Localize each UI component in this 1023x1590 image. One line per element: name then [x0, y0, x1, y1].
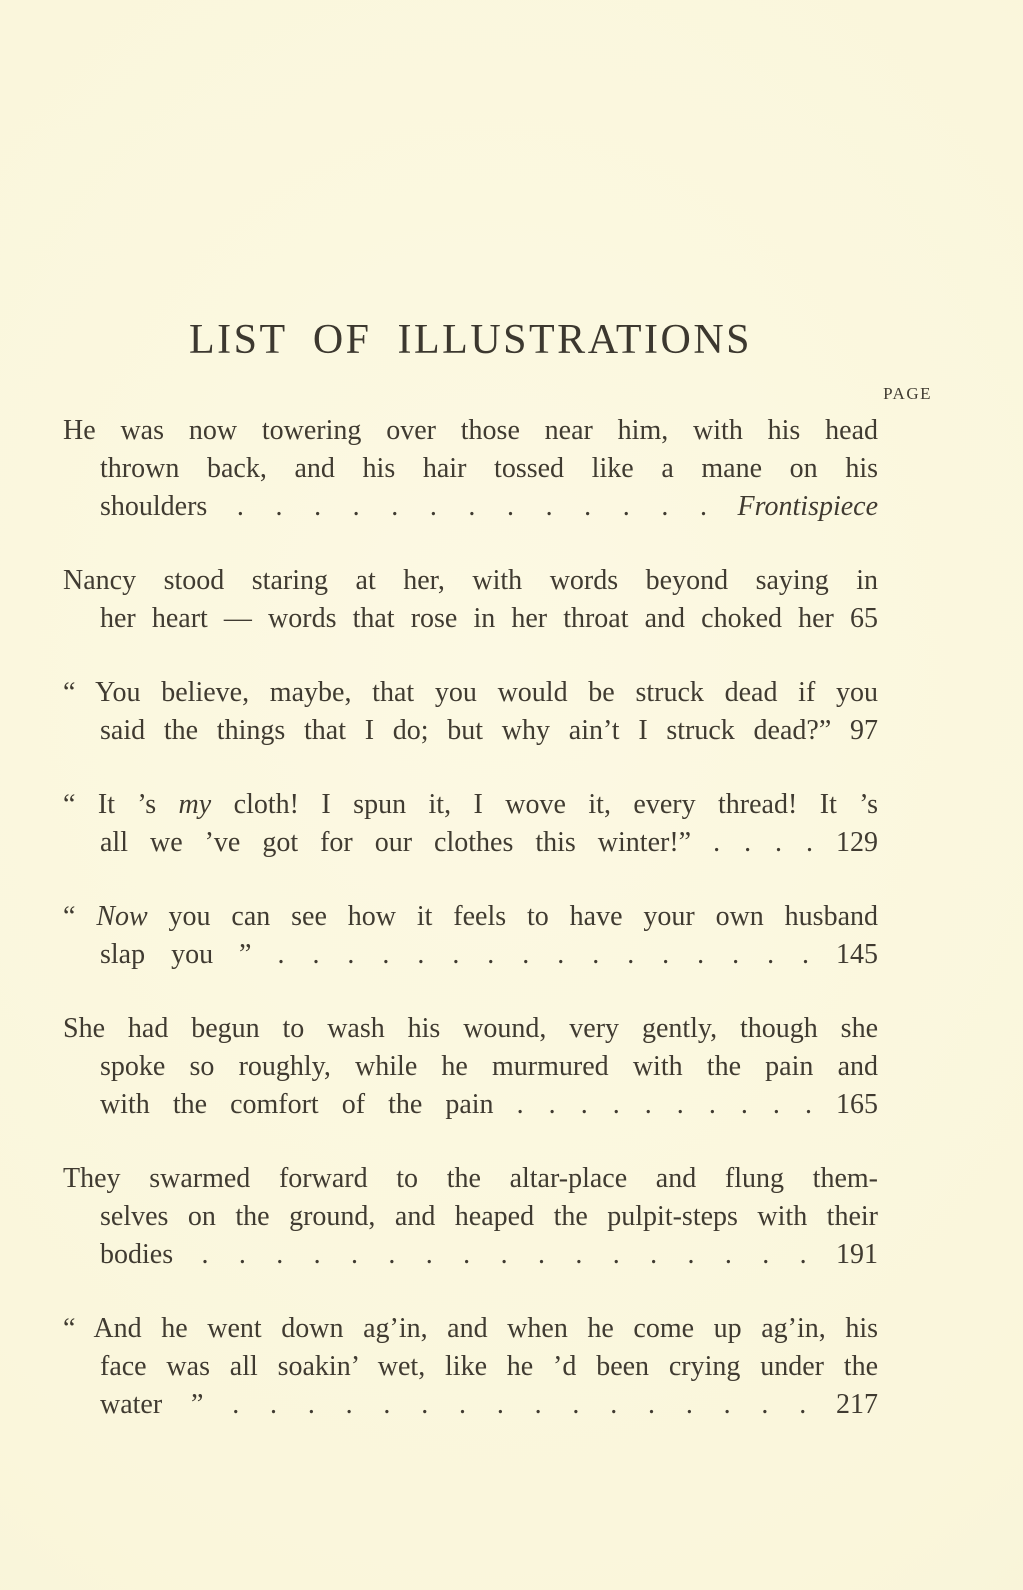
leader-dots: . . . . . . . . . . . . . . . .: [277, 939, 811, 970]
list-entry: [63, 786, 878, 862]
leader-dots: . . . . . . . . . . . . . . . .: [232, 1389, 808, 1420]
entry-line: [63, 1048, 878, 1086]
page-number: 129: [836, 827, 879, 858]
list-entry: [63, 1160, 878, 1274]
list-entry: [63, 1310, 878, 1424]
caption-text: water ”: [100, 1389, 204, 1420]
caption-text: her heart — words that rose in her throat and choked her: [100, 603, 834, 634]
entry-line: [63, 1386, 878, 1424]
caption-text: shoulders: [100, 491, 208, 522]
entry-line: [63, 674, 878, 712]
leader-dots: . . . .: [713, 827, 815, 858]
entry-line: [63, 898, 878, 936]
entry-line: [63, 1348, 878, 1386]
caption-text: “ You believe, maybe, that you would be struck dead if you: [63, 677, 878, 708]
entry-line: [63, 412, 878, 450]
caption-text: Nancy stood staring at her, with words beyond saying in: [63, 565, 878, 596]
entry-line: [63, 1310, 878, 1348]
entry-line: [63, 450, 878, 488]
caption-text: selves on the ground, and heaped the pulpit-steps with their: [100, 1201, 878, 1232]
caption-text: They swarmed forward to the altar-place and flung them-: [63, 1163, 878, 1194]
list-entry: [63, 674, 878, 750]
caption-text: thrown back, and his hair tossed like a mane on his: [100, 453, 878, 484]
caption-text-italic: Now: [96, 901, 148, 932]
entry-line: [63, 488, 878, 526]
page-number: 145: [836, 939, 879, 970]
page-column-label: PAGE: [883, 384, 932, 403]
entry-line: [63, 824, 878, 862]
entry-line: [63, 786, 878, 824]
page-number: 217: [836, 1389, 879, 1420]
caption-text: She had begun to wash his wound, very gently, though she: [63, 1013, 878, 1044]
entry-line: [63, 1160, 878, 1198]
entry-line: [63, 600, 878, 638]
caption-text: slap you ”: [100, 939, 252, 970]
caption-text-italic: my: [178, 789, 212, 820]
caption-text: He was now towering over those near him, with his head: [63, 415, 878, 446]
caption-text: face was all soakin’ wet, like he ’d been crying under the: [100, 1351, 878, 1382]
caption-text: “ And he went down ag’in, and when he come up ag’in, his: [63, 1313, 878, 1344]
caption-text: cloth! I spun it, I wove it, every thread! It ’s: [211, 789, 878, 820]
caption-text: with the comfort of the pain: [100, 1089, 494, 1120]
caption-text: you can see how it feels to have your own husband: [147, 901, 878, 932]
illustrations-list: [63, 412, 878, 1460]
page-number: 191: [836, 1239, 879, 1270]
entry-line: [63, 1236, 878, 1274]
page-title: LIST OF ILLUSTRATIONS: [188, 317, 753, 363]
leader-dots: . . . . . . . . . .: [516, 1089, 813, 1120]
entry-line: [63, 936, 878, 974]
list-entry: [63, 562, 878, 638]
page-number: 165: [836, 1089, 879, 1120]
entry-line: [63, 562, 878, 600]
caption-text: all we ’ve got for our clothes this winter!”: [100, 827, 692, 858]
page-number: Frontispiece: [737, 491, 879, 522]
list-entry: [63, 1010, 878, 1124]
list-entry: [63, 412, 878, 526]
caption-text: spoke so roughly, while he murmured with the pain and: [100, 1051, 878, 1082]
caption-text: “ It ’s: [63, 789, 179, 820]
caption-text: bodies: [100, 1239, 174, 1270]
leader-dots: . . . . . . . . . . . . .: [236, 491, 708, 522]
leader-dots: . . . . . . . . . . . . . . . . .: [201, 1239, 808, 1270]
page-number: 97: [850, 715, 879, 746]
list-entry: [63, 898, 878, 974]
entry-line: [63, 1086, 878, 1124]
entry-line: [63, 1010, 878, 1048]
caption-text: said the things that I do; but why ain’t I struck dead?”: [100, 715, 832, 746]
entry-line: [63, 1198, 878, 1236]
caption-text: “: [63, 901, 97, 932]
page-number: 65: [850, 603, 879, 634]
entry-line: [63, 712, 878, 750]
